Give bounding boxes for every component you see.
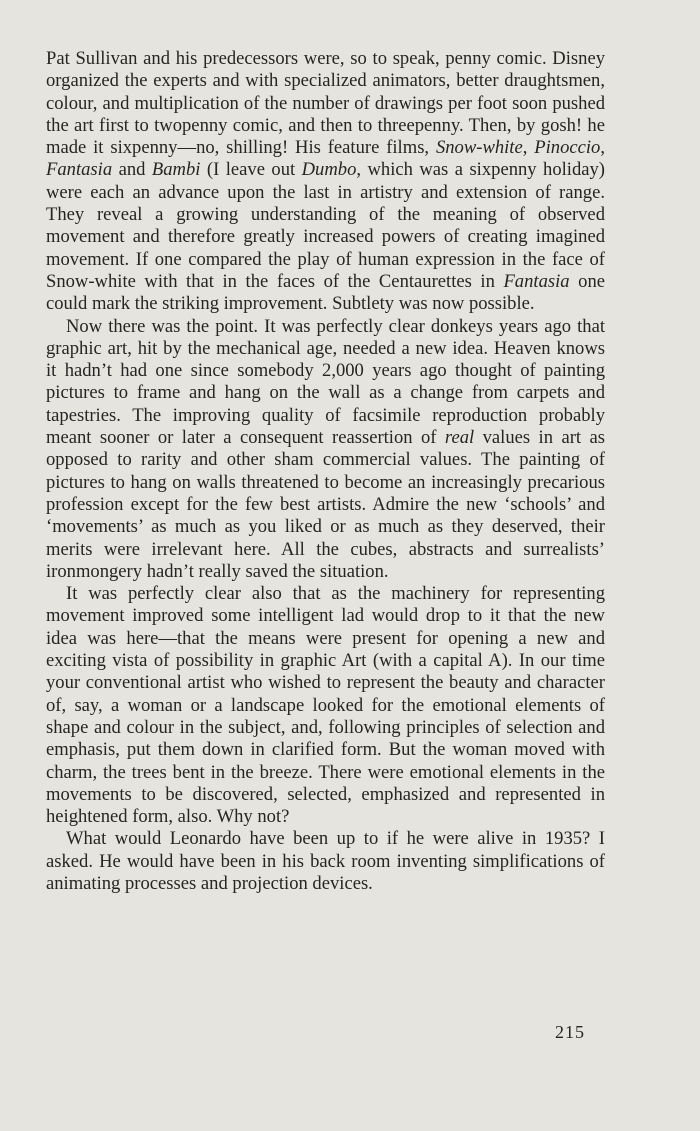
p1-text-2: , <box>522 137 535 159</box>
film-title-bambi: Bambi <box>151 159 201 181</box>
p2-text-1: Now there was the point. It was perfectly clear donkeys years ago that graphic art, hit by the mechanical age, needed a new idea. Heaven knows it hadn’t had one since somebody 2,000 years ago thought of painting pictures to frame and hang on the wall as a change from carpets and tapestries. The improving quality of facsimile reproduction probably meant sooner or later a consequent reassertion of <box>46 315 605 449</box>
p1-text-1: Pat Sullivan and his predecessors were, so to speak, penny comic. Disney organized the experts and with specialized animators, better draughtsmen, colour, and multiplication of the number of drawings per foot soon pushed the art first to twopenny comic, and then to threepenny. Then, by gosh! he made it sixpenny—no, shilling! His feature films, <box>46 48 605 159</box>
page-body <box>46 48 605 895</box>
film-title-fantasia: Fantasia <box>46 159 113 181</box>
paragraph-3 <box>46 583 605 828</box>
page-number: 215 <box>555 1022 585 1042</box>
emphasis-real: real <box>444 427 475 449</box>
p4-text-1: What would Leonardo have been up to if he were alive in 1935? I asked. He would have been in his back room inventing simplifications of animating processes and projection devices. <box>46 828 605 894</box>
p1-text-5: (I leave out <box>200 159 302 181</box>
film-title-pinoccio: Pinoccio <box>534 137 601 159</box>
film-title-snow-white: Snow-white <box>435 137 523 159</box>
p2-text-2: values in art as opposed to rarity and other sham commercial values. The painting of pictures to hang on walls threatened to become an increasingly precarious profession except for the few best artists. Admire the new ‘schools’ and ‘movements’ as much as you liked or as much as they deserved, their merits were irrelevant here. All the cubes, abstracts and surrealists’ ironmongery hadn’t really saved the situation. <box>46 427 605 582</box>
paragraph-2 <box>46 316 605 584</box>
film-title-dumbo: Dumbo <box>301 159 357 181</box>
paragraph-1 <box>46 48 605 316</box>
p1-text-3: , <box>600 137 606 159</box>
p1-text-6: , which was a sixpenny holiday) were each an advance upon the last in artistry and extension of range. They reveal a growing understanding of the meaning of observed movement and therefore greatly increased powers of creating imagined movement. If one compared the play of human expression in the face of Snow-white with that in the faces of the Centaurettes in <box>46 159 605 292</box>
p3-text-1: It was perfectly clear also that as the machinery for representing movement improved some intelligent lad would drop to it that the new idea was here—that the means were present for opening a new and exciting vista of possibility in graphic Art (with a capital A). In our time your conventional artist who wished to represent the beauty and character of, say, a woman or a landscape looked for the emotional elements of shape and colour in the subject, and, following principles of selection and emphasis, put them down in clarified form. But the woman moved with charm, the trees bent in the breeze. There were emotional elements in the movements to be discovered, selected, emphasized and represented in heightened form, also. Why not? <box>46 583 605 828</box>
film-title-fantasia-2: Fantasia <box>503 270 570 292</box>
paragraph-4 <box>46 828 605 895</box>
p1-text-7: one could mark the striking improvement. Subtlety was now possible. <box>46 270 605 315</box>
p1-text-4: and <box>112 159 152 181</box>
